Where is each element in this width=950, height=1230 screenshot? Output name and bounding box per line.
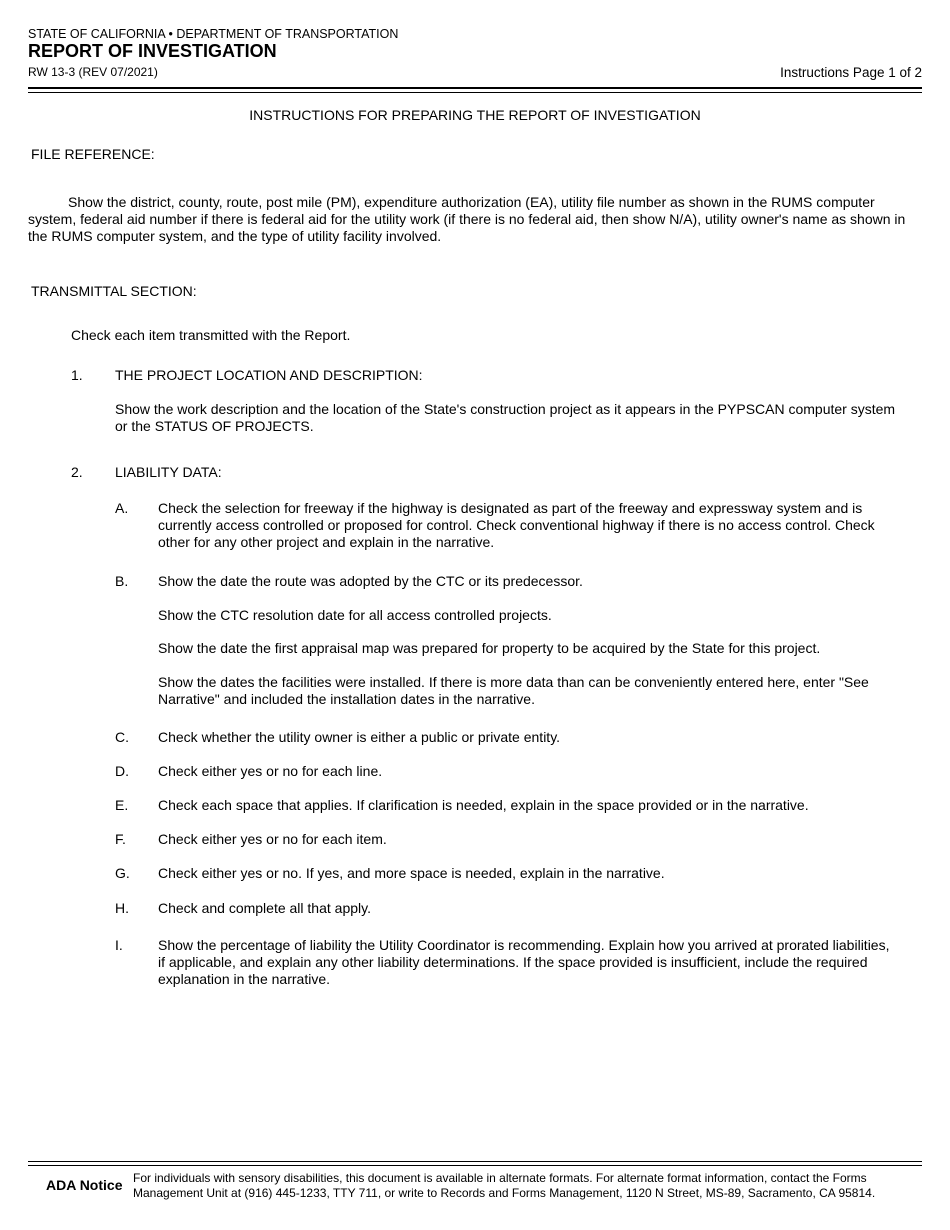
item-title: THE PROJECT LOCATION AND DESCRIPTION: [115, 367, 423, 383]
subitem-text: Show the percentage of liability the Utility Coordinator is recommending. Explain how you arrived at prorated liabilities, if applicable, and explain any other liability determinations. If the space provided is insufficient, include the required explanation in the narrative. [158, 937, 890, 987]
header-rule-thin [28, 92, 922, 93]
subitem-text: Show the date the route was adopted by the CTC or its predecessor. [158, 573, 583, 589]
item-text: Show the work description and the location of the State's construction project as it appears in the PYPSCAN computer system or the STATUS OF PROJECTS. [115, 401, 896, 434]
subitem-letter: H. [115, 900, 129, 916]
subitem-extra-text: Show the date the first appraisal map was prepared for property to be acquired by the State for this project. [158, 640, 821, 656]
subitem-text: Check either yes or no for each item. [158, 831, 387, 847]
item-title: LIABILITY DATA: [115, 464, 222, 480]
form-number: RW 13-3 (REV 07/2021) [28, 65, 158, 79]
subitem-text: Check and complete all that apply. [158, 900, 371, 916]
transmittal-heading: TRANSMITTAL SECTION: [31, 283, 197, 299]
subitem-letter: F. [115, 831, 126, 847]
form-title: REPORT OF INVESTIGATION [28, 41, 277, 61]
agency-name: STATE OF CALIFORNIA • DEPARTMENT OF TRANSPORTATION [28, 27, 399, 41]
transmittal-intro: Check each item transmitted with the Report. [71, 327, 351, 343]
ada-notice-label: ADA Notice [46, 1177, 123, 1193]
subitem-extra-text: Show the CTC resolution date for all access controlled projects. [158, 607, 552, 623]
subitem-letter: B. [115, 573, 129, 589]
subitem-letter: G. [115, 865, 130, 881]
subitem-letter: D. [115, 763, 129, 779]
subitem-letter: C. [115, 729, 129, 745]
footer-rule-bottom [28, 1165, 922, 1166]
subitem-text: Check each space that applies. If clarification is needed, explain in the space provided or in the narrative. [158, 797, 809, 813]
ada-notice-text: For individuals with sensory disabilities, this document is available in alternate formats. For alternate format information, contact the Forms Management Unit at (916) 445-1233, TTY 711, or write to Records and Forms Management, 1120 N Street, MS-89, Sacramento, CA 95814. [133, 1171, 876, 1200]
subitem-text: Check either yes or no. If yes, and more space is needed, explain in the narrative. [158, 865, 665, 881]
file-reference-heading: FILE REFERENCE: [31, 146, 155, 162]
header-rule-thick [28, 87, 922, 89]
page-label: Instructions Page 1 of 2 [780, 65, 922, 80]
item-number: 2. [71, 464, 83, 480]
subitem-text: Check whether the utility owner is either a public or private entity. [158, 729, 561, 745]
file-reference-text: Show the district, county, route, post mile (PM), expenditure authorization (EA), utility file number as shown in the RUMS computer system, federal aid number if there is federal aid for the utility work (if there is no federal aid, then show N/A), utility owner's name as shown in the RUMS computer system, and the type of utility facility involved. [28, 194, 906, 244]
subitem-letter: I. [115, 937, 123, 953]
document-heading: INSTRUCTIONS FOR PREPARING THE REPORT OF INVESTIGATION [249, 107, 701, 123]
subitem-text: Check either yes or no for each line. [158, 763, 383, 779]
subitem-letter: E. [115, 797, 129, 813]
subitem-text: Check the selection for freeway if the highway is designated as part of the freeway and expressway system and is currently access controlled or proposed for control. Check conventional highway if there is no access control. Check other for any other project and explain in the narrative. [158, 500, 875, 550]
footer-rule-top [28, 1161, 922, 1162]
subitem-extra-text: Show the dates the facilities were installed. If there is more data than can be conveniently entered here, enter "See Narrative" and included the installation dates in the narrative. [158, 674, 869, 707]
item-number: 1. [71, 367, 83, 383]
subitem-letter: A. [115, 500, 129, 516]
